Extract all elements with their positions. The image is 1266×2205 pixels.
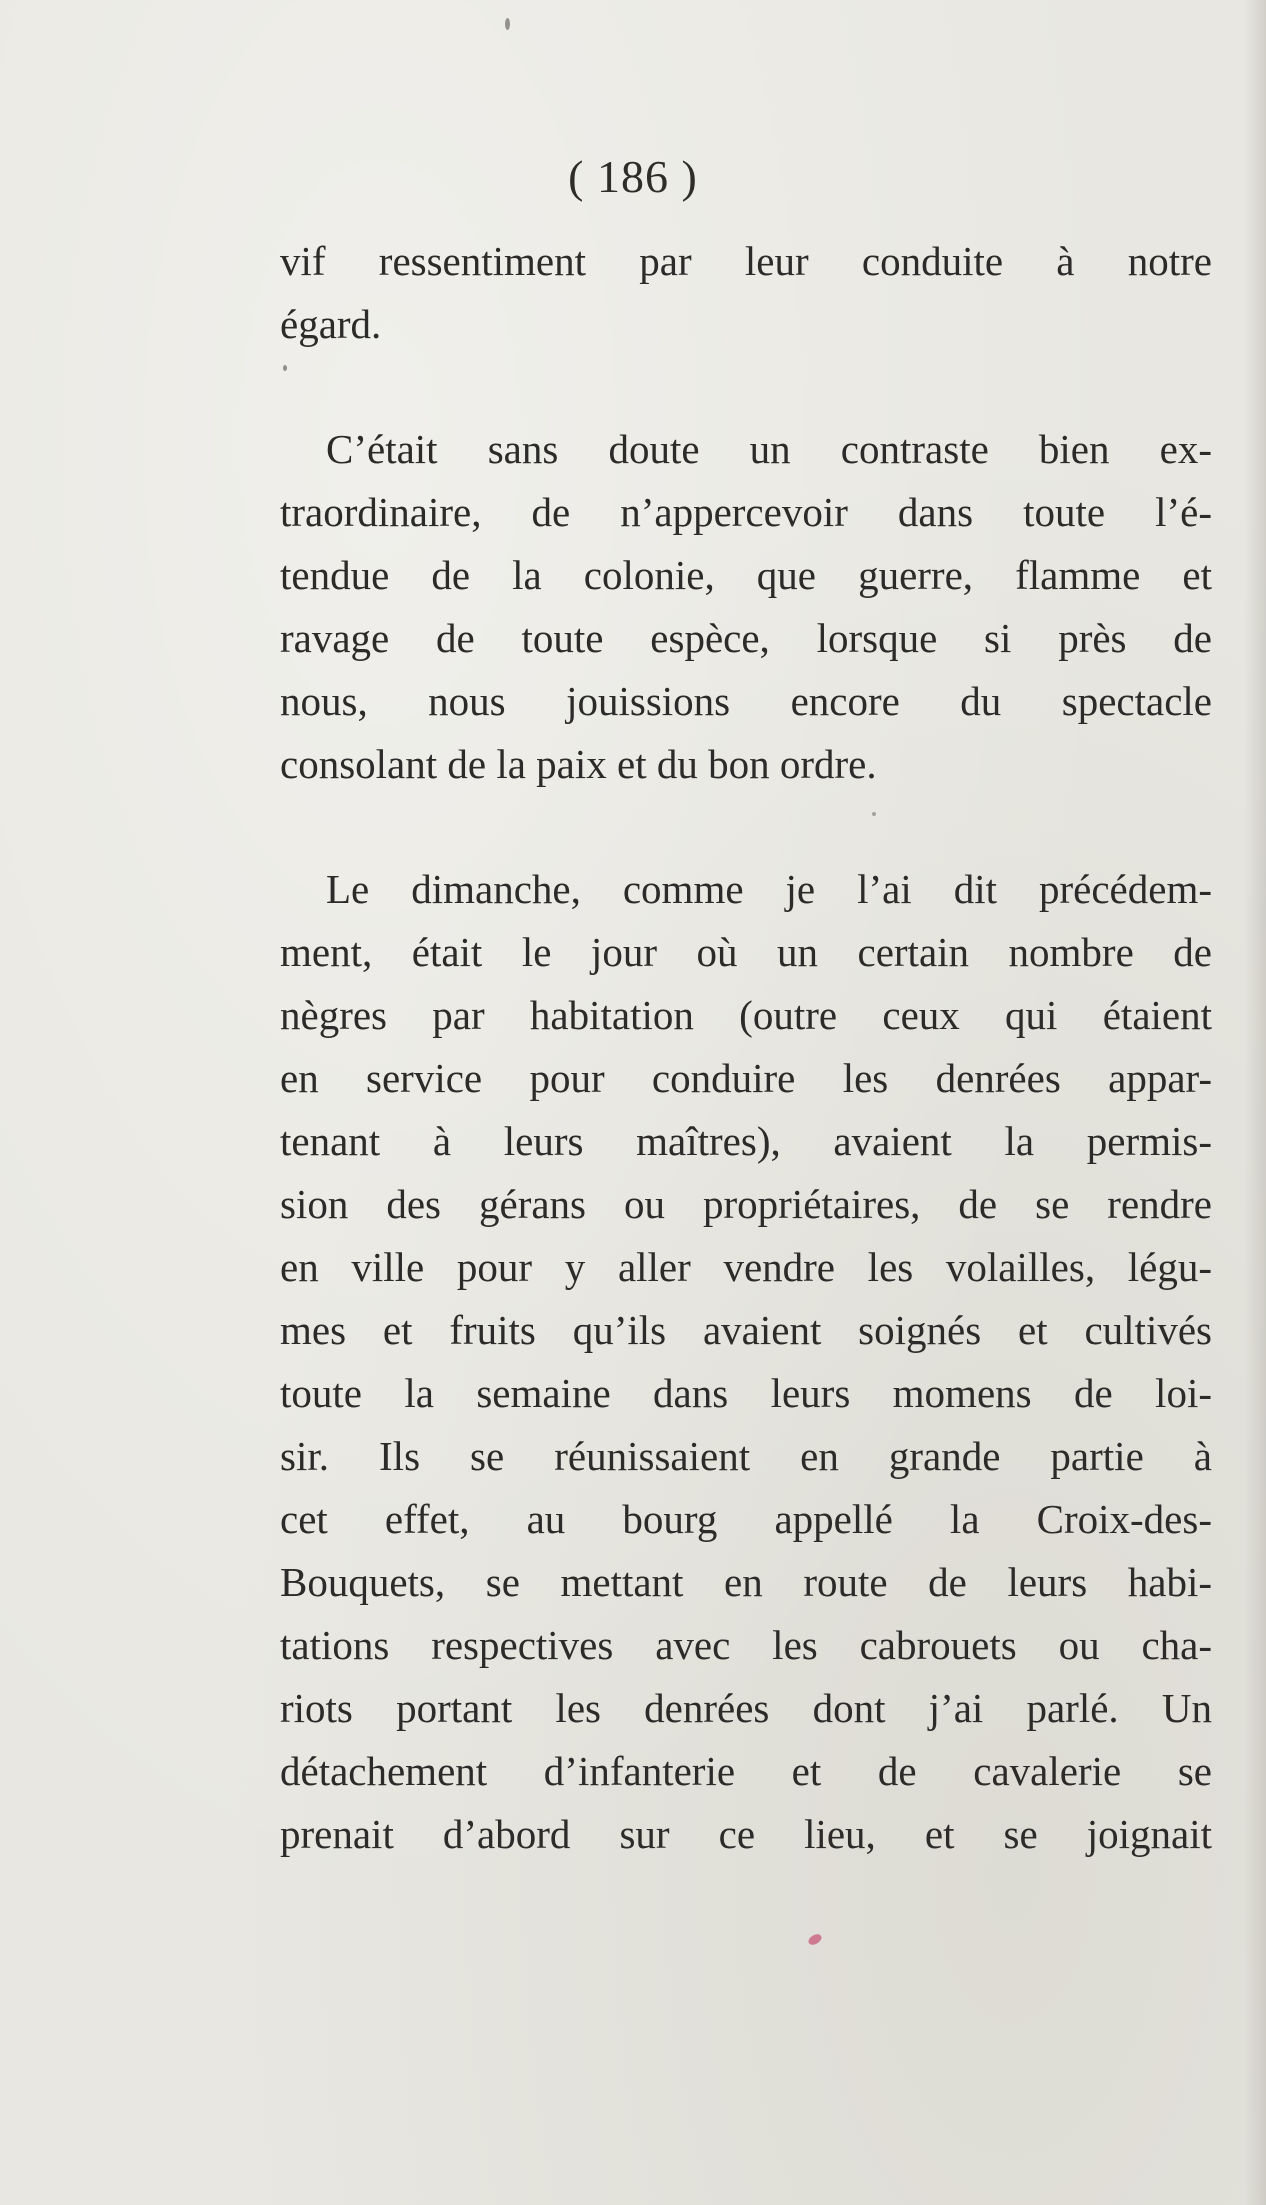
text-line: ravage de toute espèce, lorsque si près de [280, 615, 1212, 661]
paragraph-3 [280, 858, 1212, 1866]
paper-stain [807, 1932, 824, 1947]
paragraph-gap [280, 356, 1212, 418]
paper-speck [872, 812, 876, 816]
text-line: en ville pour y aller vendre les volailles, légu- [280, 1244, 1212, 1290]
page-edge-shadow [1244, 0, 1266, 2205]
page-number: ( 186 ) [568, 151, 698, 202]
text-line: détachement d’infanterie et de cavalerie se [280, 1748, 1212, 1794]
text-line: sir. Ils se réunissaient en grande partie à [280, 1433, 1212, 1479]
paragraph-2 [280, 418, 1212, 796]
text-line: Le dimanche, comme je l’ai dit précédem- [326, 866, 1212, 912]
text-line: mes et fruits qu’ils avaient soignés et cultivés [280, 1307, 1212, 1353]
text-line: nous, nous jouissions encore du spectacle [280, 678, 1212, 724]
paragraph-1 [280, 230, 1212, 356]
text-line: cet effet, au bourg appellé la Croix-des- [280, 1496, 1212, 1542]
body-text [280, 230, 1212, 1866]
text-line: tations respectives avec les cabrouets ou cha- [280, 1622, 1212, 1668]
text-line: toute la semaine dans leurs momens de loi- [280, 1370, 1212, 1416]
text-line: en service pour conduire les denrées appar- [280, 1055, 1212, 1101]
text-line: consolant de la paix et du bon ordre. [280, 741, 877, 787]
text-line: ment, était le jour où un certain nombre de [280, 929, 1212, 975]
text-line: riots portant les denrées dont j’ai parlé. Un [280, 1685, 1212, 1731]
text-line: prenait d’abord sur ce lieu, et se joignait [280, 1811, 1212, 1857]
paragraph-gap [280, 796, 1212, 858]
text-line: traordinaire, de n’appercevoir dans toute l’é- [280, 489, 1212, 535]
text-line: C’était sans doute un contraste bien ex- [326, 426, 1212, 472]
text-line: sion des gérans ou propriétaires, de se rendre [280, 1181, 1212, 1227]
text-line: tendue de la colonie, que guerre, flamme et [280, 552, 1212, 598]
text-line: égard. [280, 301, 382, 347]
paper-speck [283, 365, 287, 371]
text-line: vif ressentiment par leur conduite à notre [280, 238, 1212, 284]
paper-speck [505, 18, 510, 30]
text-line: nègres par habitation (outre ceux qui étaient [280, 992, 1212, 1038]
text-line: Bouquets, se mettant en route de leurs habi- [280, 1559, 1212, 1605]
text-line: tenant à leurs maîtres), avaient la permis- [280, 1118, 1212, 1164]
